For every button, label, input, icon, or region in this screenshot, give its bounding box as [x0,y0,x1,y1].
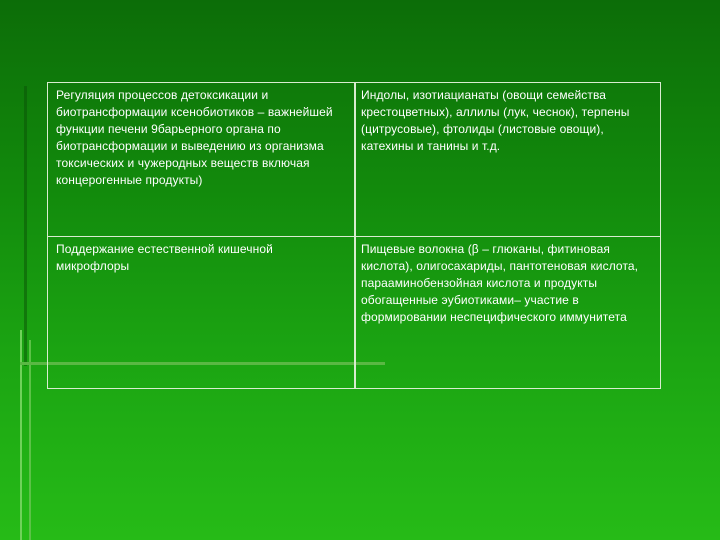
decorative-shadow-line [24,86,27,366]
table-cell-function: Поддержание естественной кишечной микрофлоры [56,242,273,273]
table-cell-substances: Индолы, изотиацианаты (овощи семейства крестоцветных), аллилы (лук, чеснок), терпены (цитрусовые), фтолиды (листовые овощи), катехины и танины и т.д. [361,88,630,153]
column-divider [354,83,356,236]
content-table [47,82,661,389]
decorative-vertical-line-2 [29,340,31,540]
table-row [48,237,660,388]
column-divider [354,237,356,388]
table-row [48,83,660,237]
table-cell-function: Регуляция процессов детоксикации и биотрансформации ксенобиотиков – важнейшей функции печени 9барьерного органа по биотрансформации и выведению из организма токсических и чужеродных веществ включая концерогенные продукты) [56,88,333,187]
table-cell-substances: Пищевые волокна (β – глюканы, фитиновая кислота), олигосахариды, пантотеновая кислота, парааминобензойная кислота и продукты обогащенные эубиотиками– участие в формировании неспецифического иммунитета [361,242,639,324]
